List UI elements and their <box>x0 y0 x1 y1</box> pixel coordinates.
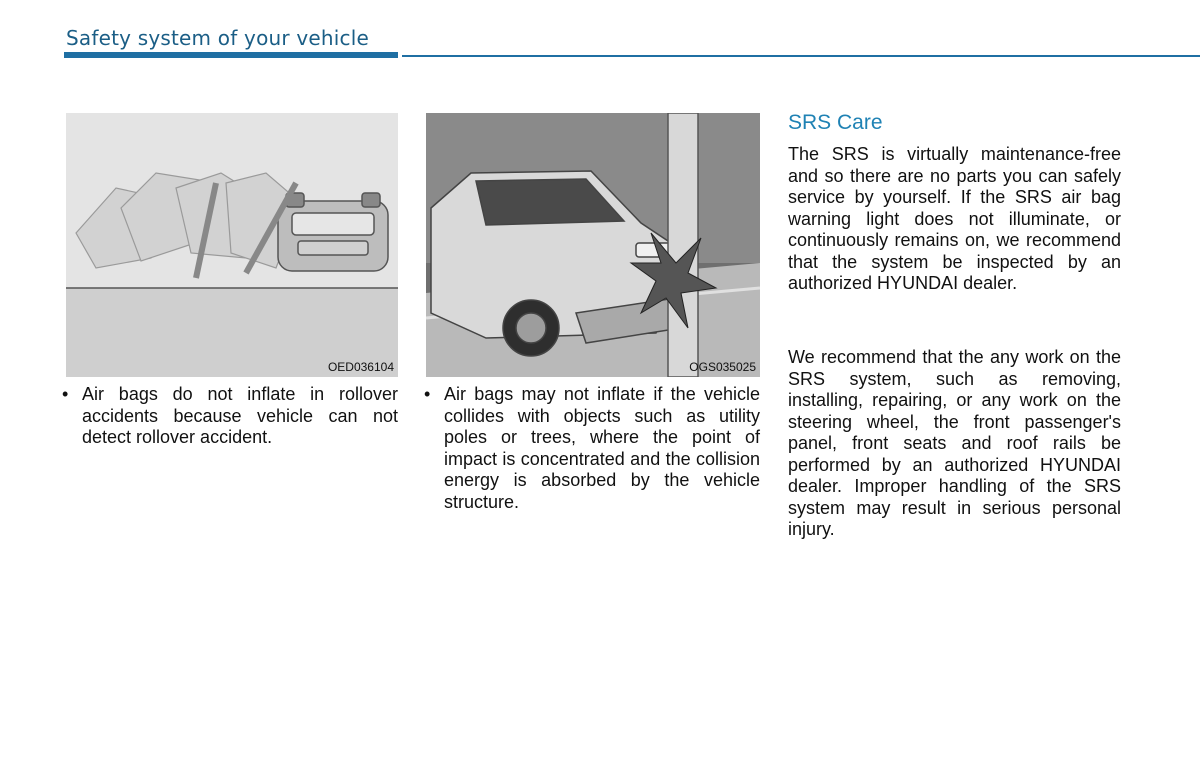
bullet-marker: • <box>424 384 431 404</box>
header-rule-thin <box>402 55 1200 57</box>
caption-text: Air bags do not inflate in rollover accidents because vehicle can not detect rollover accident. <box>82 384 398 447</box>
rollover-car-illustration <box>66 113 398 377</box>
caption-text: Air bags may not inflate if the vehicle collides with objects such as utility poles or trees, where the point of impact is concentrated and the collision energy is absorbed by the vehicle structure. <box>444 384 760 512</box>
caption-pole-collision <box>424 384 760 513</box>
bullet-marker: • <box>62 384 69 404</box>
srs-care-paragraph-2: We recommend that the any work on the SRS system, such as removing, installing, repairing, or any work on the steering wheel, the front passenger's panel, front seats and roof rails be performed by an authorized HYUNDAI dealer. Improper handling of the SRS system may result in serious personal injury. <box>788 347 1121 539</box>
figure-code: OGS035025 <box>689 360 756 374</box>
caption-rollover <box>62 384 398 449</box>
figure-pole-collision <box>426 113 760 377</box>
header-rule-thick <box>64 52 398 58</box>
figure-code: OED036104 <box>327 360 394 374</box>
suv-pole-collision-illustration <box>426 113 760 377</box>
srs-care-paragraph-1: The SRS is virtually maintenance-free and so there are no parts you can safely service by yourself. If the SRS air bag warning light does not illuminate, or continuously remains on, we recommend that the system be inspected by an authorized HYUNDAI dealer. <box>788 144 1121 293</box>
figure-rollover <box>66 113 398 377</box>
section-heading-srs-care: SRS Care <box>788 111 883 134</box>
page-header-title: Safety system of your vehicle <box>66 26 369 50</box>
